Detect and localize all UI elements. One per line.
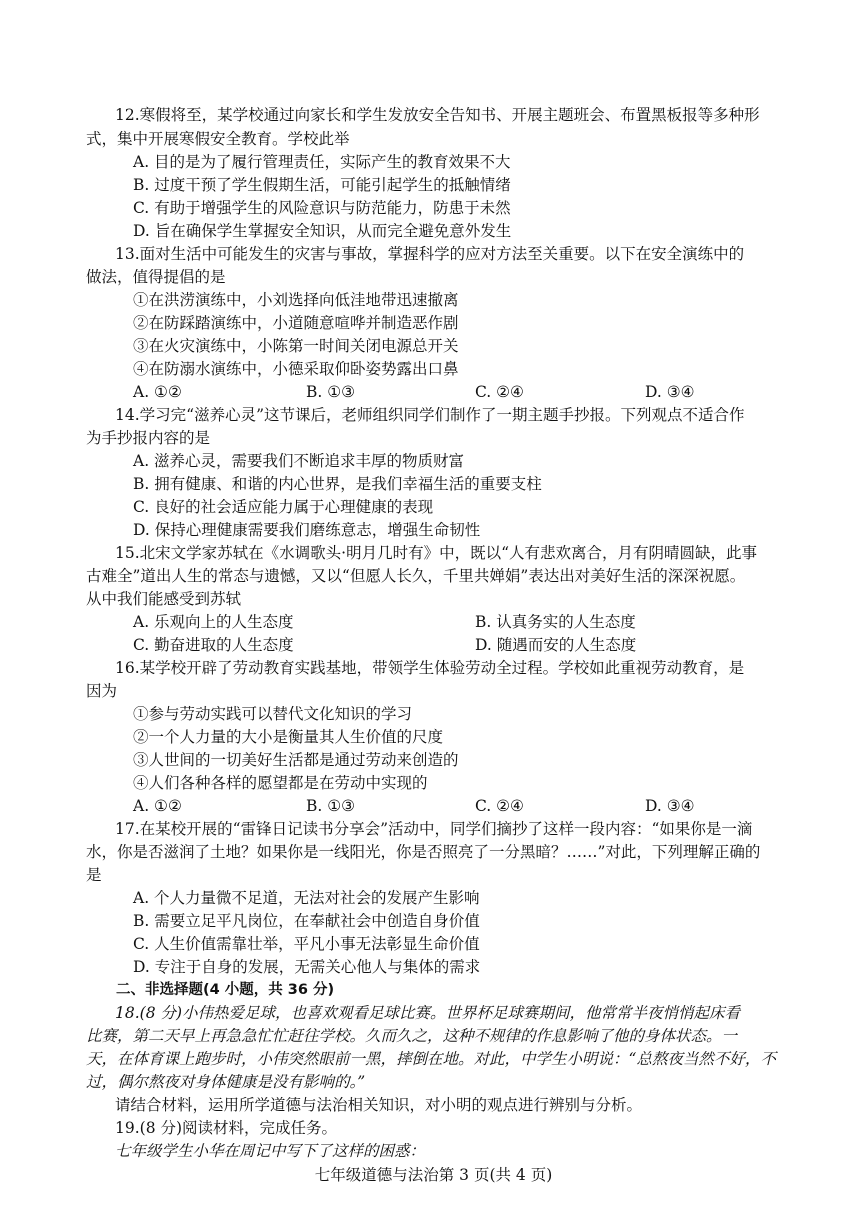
q16-stem-line1: 16.某学校开辟了劳动教育实践基地，带领学生体验劳动全过程。学校如此重视劳动教育，是 bbox=[115, 659, 745, 677]
q19-material-intro: 七年级学生小华在周记中写下了这样的困惑： bbox=[115, 1142, 426, 1160]
q14-stem-line1: 14.学习完“滋养心灵”这节课后，老师组织同学们制作了一期主题手抄报。下列观点不适合作 bbox=[115, 406, 745, 424]
q15-stem-line3: 从中我们能感受到苏轼 bbox=[86, 590, 242, 608]
q15-option-c: C. 勤奋进取的人生态度 bbox=[133, 636, 294, 654]
q18-line2: 比赛，第二天早上再急急忙忙赶往学校。久而久之，这种不规律的作息影响了他的身体状态。一 bbox=[86, 1027, 738, 1045]
q16-option-c: C. ②④ bbox=[475, 797, 524, 815]
section-heading-non-choice: 二、非选择题(4 小题，共 36 分) bbox=[116, 982, 335, 998]
q13-option-b: B. ①③ bbox=[306, 383, 356, 401]
q13-item-3: ③在火灾演练中，小陈第一时间关闭电源总开关 bbox=[133, 337, 459, 355]
q16-item-3: ③人世间的一切美好生活都是通过劳动来创造的 bbox=[133, 751, 459, 769]
q13-stem-line1: 13.面对生活中可能发生的灾害与事故，掌握科学的应对方法至关重要。以下在安全演练中的 bbox=[115, 245, 745, 263]
q17-stem-line2: 水，你是否滋润了土地？如果你是一线阳光，你是否照亮了一分黑暗？……”对此，下列理解正确的 bbox=[86, 843, 761, 861]
q17-option-c: C. 人生价值需靠壮举，平凡小事无法彰显生命价值 bbox=[133, 935, 480, 953]
q15-option-b: B. 认真务实的人生态度 bbox=[475, 613, 636, 631]
q12-option-b: B. 过度干预了学生假期生活，可能引起学生的抵触情绪 bbox=[133, 176, 511, 194]
q12-stem-line2: 式，集中开展寒假安全教育。学校此举 bbox=[86, 130, 350, 148]
q18-line1: 18.(8 分)小伟热爱足球，也喜欢观看足球比赛。世界杯足球赛期间，他常常半夜悄悄起床看 bbox=[115, 1004, 741, 1022]
q15-stem-line1: 15.北宋文学家苏轼在《水调歌头·明月几时有》中，既以“人有悲欢离合，月有阴晴圆缺，此事 bbox=[115, 544, 758, 562]
q19-stem: 19.(8 分)阅读材料，完成任务。 bbox=[115, 1119, 338, 1137]
q17-stem-line3: 是 bbox=[86, 866, 102, 884]
q14-option-d: D. 保持心理健康需要我们磨练意志，增强生命韧性 bbox=[133, 521, 481, 539]
q12-option-d: D. 旨在确保学生掌握安全知识，从而完全避免意外发生 bbox=[133, 222, 512, 240]
q17-option-d: D. 专注于自身的发展，无需关心他人与集体的需求 bbox=[133, 958, 481, 976]
q18-line3: 天，在体育课上跑步时，小伟突然眼前一黑，摔倒在地。对此，中学生小明说：“总熬夜当然不好，不 bbox=[86, 1050, 776, 1068]
q14-option-b: B. 拥有健康、和谐的内心世界，是我们幸福生活的重要支柱 bbox=[133, 475, 542, 493]
q13-item-1: ①在洪涝演练中，小刘选择向低洼地带迅速撤离 bbox=[133, 291, 459, 309]
q17-option-b: B. 需要立足平凡岗位，在奉献社会中创造自身价值 bbox=[133, 912, 480, 930]
q14-option-c: C. 良好的社会适应能力属于心理健康的表现 bbox=[133, 498, 434, 516]
q15-option-a: A. 乐观向上的人生态度 bbox=[133, 613, 294, 631]
page-footer: 七年级道德与法治第 3 页(共 4 页) bbox=[314, 1166, 553, 1184]
q17-option-a: A. 个人力量微不足道，无法对社会的发展产生影响 bbox=[133, 889, 480, 907]
q13-item-2: ②在防踩踏演练中，小道随意喧哗并制造恶作剧 bbox=[133, 314, 459, 332]
q16-stem-line2: 因为 bbox=[86, 682, 118, 700]
q13-stem-line2: 做法，值得提倡的是 bbox=[86, 268, 226, 286]
q18-line4: 过，偶尔熬夜对身体健康是没有影响的。” bbox=[86, 1073, 366, 1091]
q16-option-a: A. ①② bbox=[133, 797, 182, 815]
q16-item-4: ④人们各种各样的愿望都是在劳动中实现的 bbox=[133, 774, 428, 792]
q16-option-b: B. ①③ bbox=[306, 797, 356, 815]
q16-item-1: ①参与劳动实践可以替代文化知识的学习 bbox=[133, 705, 413, 723]
q14-option-a: A. 滋养心灵，需要我们不断追求丰厚的物质财富 bbox=[133, 452, 465, 470]
q18-task: 请结合材料，运用所学道德与法治相关知识，对小明的观点进行辨别与分析。 bbox=[115, 1096, 643, 1114]
q13-item-4: ④在防溺水演练中，小德采取仰卧姿势露出口鼻 bbox=[133, 360, 459, 378]
q15-option-d: D. 随遇而安的人生态度 bbox=[475, 636, 637, 654]
q14-stem-line2: 为手抄报内容的是 bbox=[86, 429, 211, 447]
q12-option-c: C. 有助于增强学生的风险意识与防范能力，防患于未然 bbox=[133, 199, 511, 217]
q13-option-c: C. ②④ bbox=[475, 383, 524, 401]
q17-stem-line1: 17.在某校开展的“雷锋日记读书分享会”活动中，同学们摘抄了这样一段内容：“如果你是一滴 bbox=[115, 820, 753, 838]
q16-option-d: D. ③④ bbox=[645, 797, 695, 815]
q15-stem-line2: 古难全”道出人生的常态与遗憾，又以“但愿人长久，千里共婵娟”表达出对美好生活的深深祝愿。 bbox=[86, 567, 746, 585]
q16-item-2: ②一个人力量的大小是衡量其人生价值的尺度 bbox=[133, 728, 444, 746]
q13-option-d: D. ③④ bbox=[645, 383, 695, 401]
q12-stem-line1: 12.寒假将至，某学校通过向家长和学生发放安全告知书、开展主题班会、布置黑板报等多种形 bbox=[115, 106, 760, 124]
q12-option-a: A. 目的是为了履行管理责任，实际产生的教育效果不大 bbox=[133, 153, 511, 171]
q13-option-a: A. ①② bbox=[133, 383, 182, 401]
